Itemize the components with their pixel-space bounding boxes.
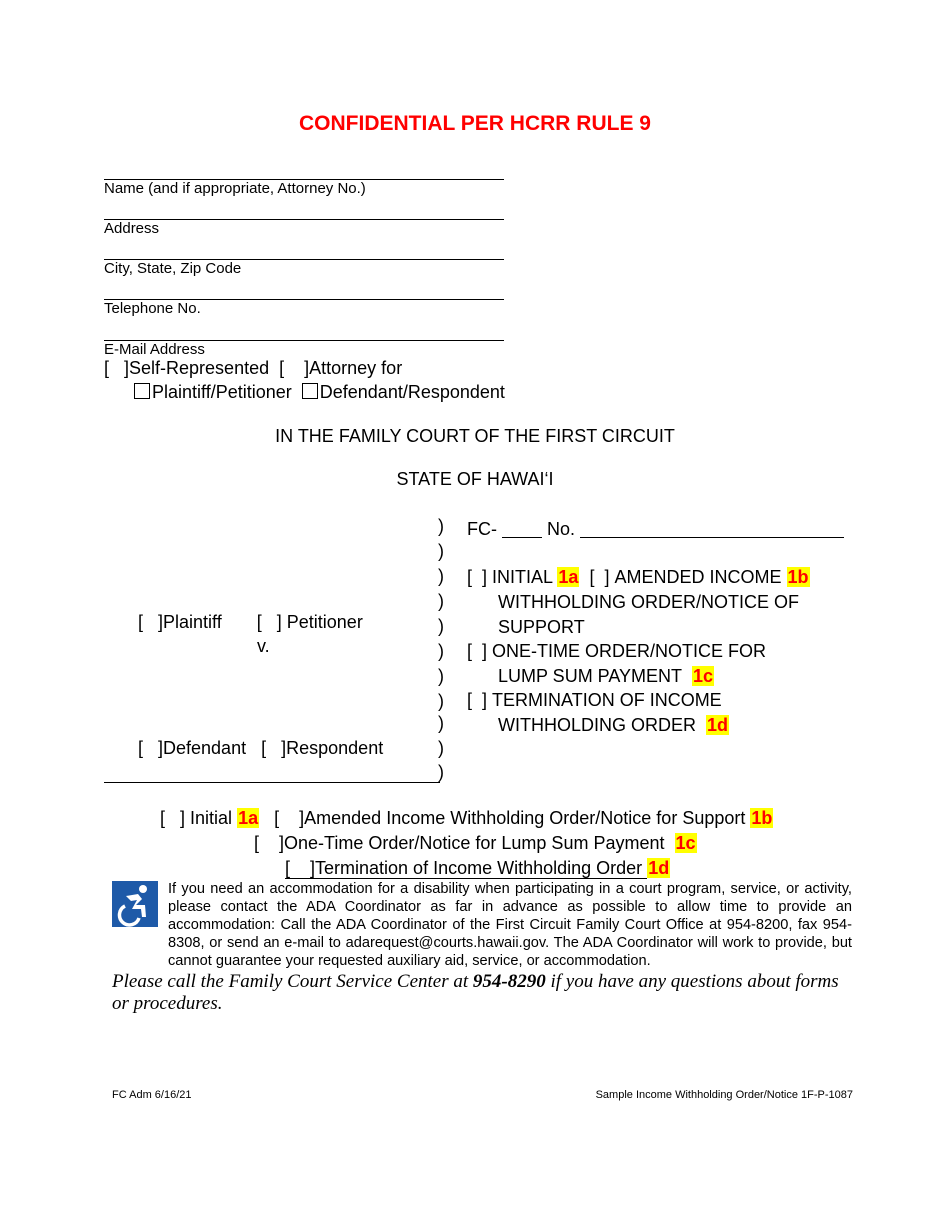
ada-notice: If you need an accommodation for a disability when participating in a court program, service, or activity, please contact the ADA Coordinator as far in advance as possible to allow time to provide an accommodation: Call the ADA Coordinator of the First Circuit Family Court Office at 954-8200, fax 954-8308, or send an e-mail to adarequest@courts.hawaii.gov. The ADA Coordinator will work to provide, but cannot guarantee your requested auxiliary aid, service, or accommodation. — [168, 881, 852, 969]
address-field-label: Address — [104, 220, 160, 237]
defendant-label: Defendant — [163, 738, 247, 758]
caption-paren: ) — [438, 541, 444, 561]
amended-income-label-right: AMENDED INCOME — [614, 567, 782, 587]
amended-checkbox-bottom[interactable]: [ ] — [274, 808, 305, 828]
caption-paren: ) — [438, 762, 444, 782]
city-state-zip-field-label: City, State, Zip Code — [104, 260, 242, 277]
case-number-field[interactable] — [580, 519, 844, 538]
termination-checkbox-bottom[interactable]: [ ] — [285, 858, 316, 878]
caption-bottom-line — [104, 782, 440, 783]
respondent-checkbox[interactable]: [ ] — [261, 738, 287, 758]
representation-row — [104, 358, 402, 379]
caption-paren: ) — [438, 691, 444, 711]
defendant-respondent-label: Defendant/Respondent — [319, 382, 505, 402]
bottom-option-termination — [285, 858, 670, 879]
petitioner-checkbox[interactable]: [ ] — [256, 612, 282, 632]
initial-checkbox-bottom[interactable]: [ ] — [160, 808, 186, 828]
termination-label-bottom: Termination of Income Withholding Order — [315, 858, 643, 878]
one-time-checkbox-bottom[interactable]: [ ] — [254, 833, 285, 853]
termination-checkbox-right[interactable]: [ ] — [467, 690, 488, 710]
plaintiff-checkbox[interactable]: [ ] — [138, 612, 164, 632]
address-field-line[interactable] — [104, 219, 504, 220]
self-represented-checkbox[interactable]: [ ] — [104, 358, 130, 378]
one-time-checkbox-right[interactable]: [ ] — [467, 641, 488, 661]
tag-1b-bottom: 1b — [751, 808, 773, 828]
bottom-option-one-time — [254, 833, 697, 854]
defendant-checkbox[interactable]: [ ] — [138, 738, 164, 758]
service-center-text-after: if you have any questions about forms or procedures. — [112, 971, 839, 1014]
court-name: IN THE FAMILY COURT OF THE FIRST CIRCUIT — [275, 426, 675, 446]
bottom-option-initial-amended — [160, 808, 773, 829]
case-no-label: No. — [547, 519, 576, 539]
tag-1c-right: 1c — [693, 666, 714, 686]
termination-label-right: TERMINATION OF INCOME — [492, 690, 722, 710]
telephone-field-label: Telephone No. — [104, 300, 201, 317]
accessibility-icon — [112, 881, 158, 927]
tag-1a-right: 1a — [558, 567, 579, 587]
amended-checkbox-right[interactable]: [ ] — [589, 567, 610, 587]
tag-1d-right: 1d — [707, 715, 729, 735]
caption-paren: ) — [438, 616, 444, 636]
party-type-row — [134, 382, 505, 403]
case-number-row — [467, 519, 844, 540]
service-center-text-before: Please call the Family Court Service Center at — [112, 971, 469, 992]
case-prefix-label: FC- — [467, 519, 497, 539]
lump-sum-label-right: LUMP SUM PAYMENT — [498, 666, 683, 686]
tag-1c-bottom: 1c — [675, 833, 696, 853]
right-option-initial-amended — [467, 567, 810, 588]
service-center-phone: 954-8290 — [472, 971, 546, 992]
footer-form-date: FC Adm 6/16/21 — [112, 1089, 192, 1101]
right-option-one-time — [467, 641, 766, 662]
right-option-termination — [467, 690, 722, 711]
attorney-for-checkbox[interactable]: [ ] — [279, 358, 310, 378]
right-lump-sum-line — [498, 666, 714, 687]
plaintiff-petitioner-row — [138, 612, 363, 633]
right-support-line: SUPPORT — [498, 617, 585, 637]
one-time-label-right: ONE-TIME ORDER/NOTICE FOR — [492, 641, 767, 661]
one-time-label-bottom: One-Time Order/Notice for Lump Sum Payment — [284, 833, 665, 853]
plaintiff-label: Plaintiff — [163, 612, 222, 632]
defendant-respondent-row — [138, 738, 383, 759]
attorney-for-label: Attorney for — [309, 358, 403, 378]
email-field-label: E-Mail Address — [104, 341, 205, 358]
tag-1d-bottom: 1d — [648, 858, 670, 878]
termination-underlined — [285, 858, 647, 879]
initial-label-bottom: Initial — [190, 808, 233, 828]
amended-label-bottom: Amended Income Withholding Order/Notice for Support — [304, 808, 746, 828]
right-withholding-order-line — [498, 715, 729, 736]
caption-paren: ) — [438, 641, 444, 661]
caption-paren: ) — [438, 566, 444, 586]
plaintiff-petitioner-label: Plaintiff/Petitioner — [152, 382, 292, 402]
initial-label-right: INITIAL — [492, 567, 553, 587]
caption-paren: ) — [438, 516, 444, 536]
caption-paren: ) — [438, 591, 444, 611]
court-state: STATE OF HAWAI‘I — [396, 469, 554, 489]
caption-paren: ) — [438, 666, 444, 686]
self-represented-label: Self-Represented — [129, 358, 270, 378]
footer-form-title: Sample Income Withholding Order/Notice 1F-P-1087 — [595, 1089, 853, 1101]
plaintiff-petitioner-checkbox[interactable] — [134, 383, 150, 399]
right-withholding-line: WITHHOLDING ORDER/NOTICE OF — [498, 592, 799, 612]
withholding-order-label-right: WITHHOLDING ORDER — [498, 715, 696, 735]
case-prefix-field[interactable] — [502, 519, 542, 538]
caption-paren: ) — [438, 713, 444, 733]
tag-1b-right: 1b — [787, 567, 809, 587]
caption-paren: ) — [438, 738, 444, 758]
confidential-heading: CONFIDENTIAL PER HCRR RULE 9 — [299, 112, 651, 135]
name-field-label: Name (and if appropriate, Attorney No.) — [104, 180, 366, 197]
initial-checkbox-right[interactable]: [ ] — [467, 567, 488, 587]
petitioner-label: Petitioner — [286, 612, 363, 632]
defendant-respondent-checkbox[interactable] — [302, 383, 318, 399]
versus-label: v. — [257, 636, 270, 656]
respondent-label: Respondent — [286, 738, 384, 758]
service-center-notice — [112, 971, 842, 1015]
tag-1a-bottom: 1a — [238, 808, 259, 828]
